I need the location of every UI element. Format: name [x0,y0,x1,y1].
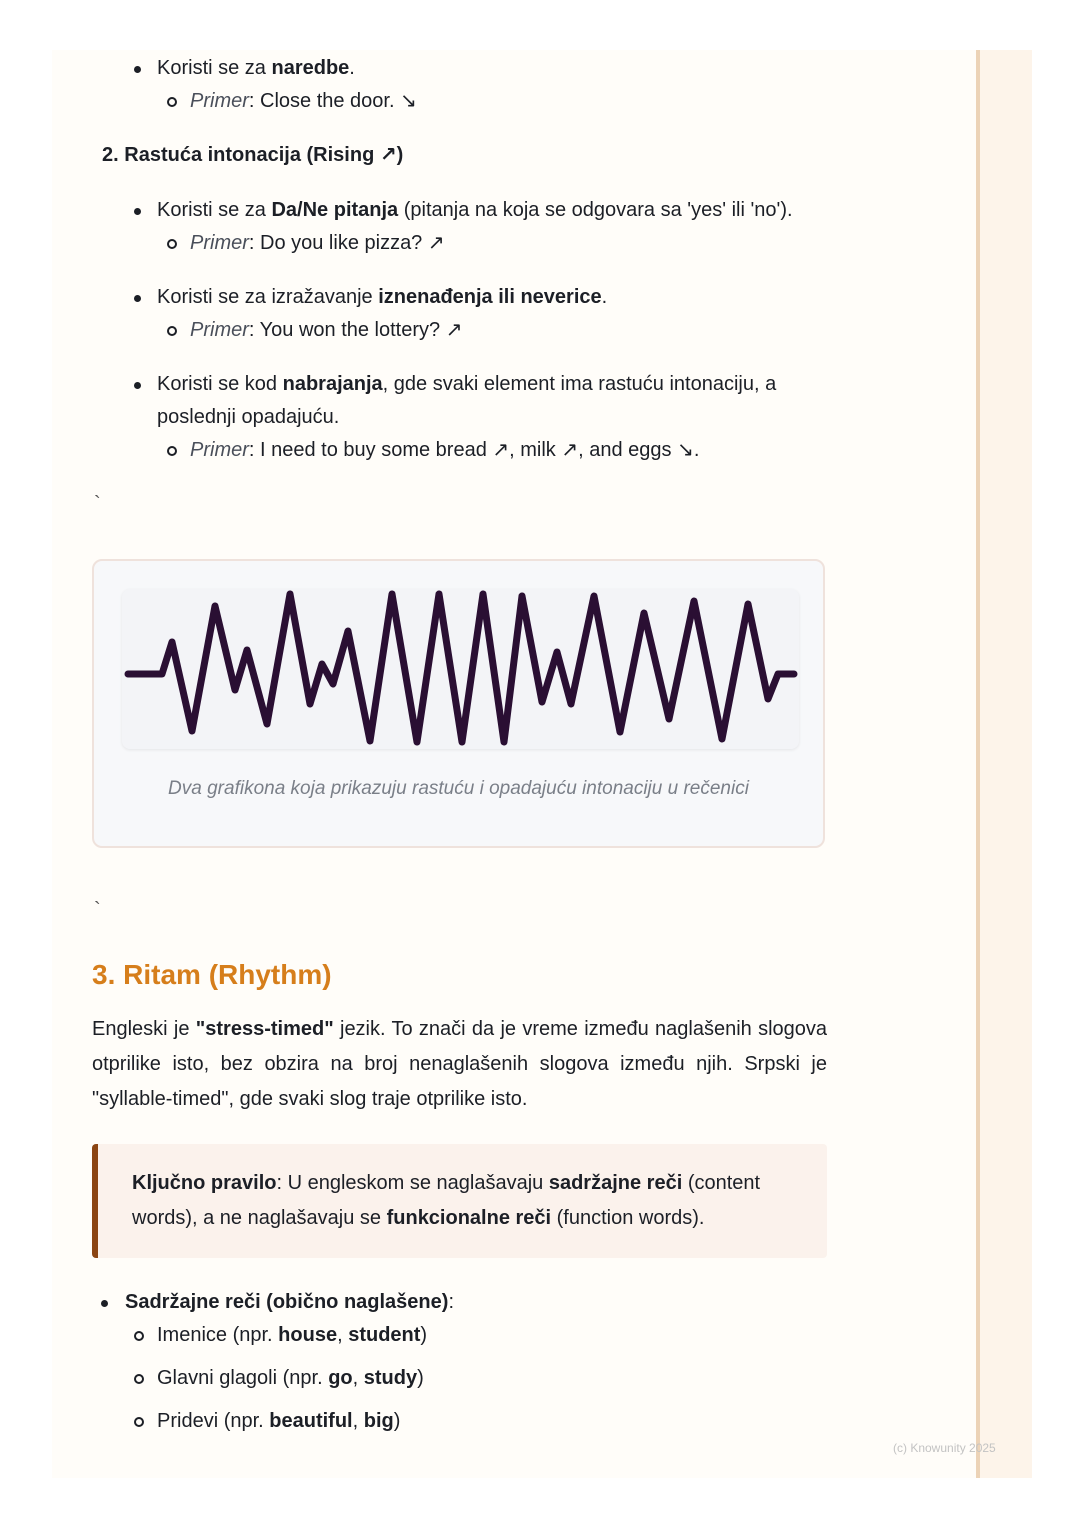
list-item: Koristi se za naredbe. [92,52,827,85]
copyright-footer: (c) Knowunity 2025 [893,1441,996,1455]
list-subitem: Pridevi (npr. beautiful, big) [92,1405,827,1438]
list-item: Koristi se za izražavanje iznenađenja ili neverice. [92,281,827,314]
waveform-panel [122,589,799,749]
key-rule-callout: Ključno pravilo: U engleskom se naglašavaju sadržajne reči (content words), a ne naglašavaju se funkcionalne reči (function words). [92,1144,827,1258]
list-item: Koristi se za Da/Ne pitanja (pitanja na koja se odgovara sa 'yes' ili 'no'). [92,194,827,227]
list-subitem: Primer: I need to buy some bread ↗, milk ↗, and eggs ↘. [92,434,827,467]
falling-list [92,52,827,118]
list-subitem: Primer: Close the door. ↘ [92,85,827,118]
numbered-heading: 2. Rastuća intonacija (Rising ↗) [102,144,404,166]
waveform-graphic [122,589,799,749]
list-subitem: Glavni glagoli (npr. go, study) [92,1362,827,1395]
figure-caption: Dva grafikona koja prikazuju rastuću i opadajuću intonaciju u rečenici [168,778,749,799]
list-subitem: Primer: You won the lottery? ↗ [92,314,827,347]
section-heading: 3. Ritam (Rhythm) [92,959,332,990]
list-subitem: Imenice (npr. house, student) [92,1319,827,1352]
rhythm-paragraph: Engleski je "stress-timed" jezik. To znači da je vreme između naglašenih slogova otprilike isto, bez obzira na broj nenaglašenih slogova između njih. Srpski je "syllable-timed", gde svaki slog traje otprilike isto. [92,1018,827,1110]
list-item: Koristi se kod nabrajanja, gde svaki element ima rastuću intonaciju, a poslednji opadajuću. [92,368,827,434]
stray-backtick: ` [94,899,101,921]
stray-backtick: ` [94,493,101,515]
list-item: Sadržajne reči (obično naglašene): [92,1286,827,1319]
list-subitem: Primer: Do you like pizza? ↗ [92,227,827,260]
document-content [92,50,827,1438]
content-words-list [92,1286,827,1438]
rising-list [92,194,827,467]
intonation-figure [92,559,825,848]
right-margin-bar [976,50,1032,1478]
